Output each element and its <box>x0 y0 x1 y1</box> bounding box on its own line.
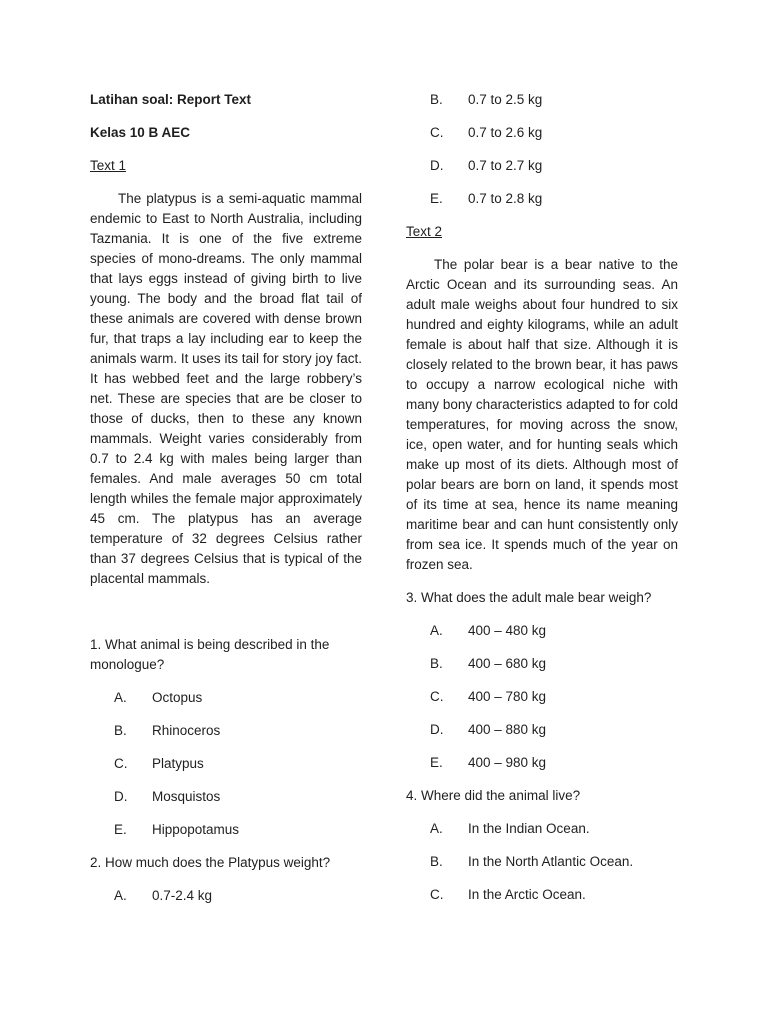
text1-paragraph: The platypus is a semi-aquatic mammal endemic to East to North Australia, including Tazmania. It is one of the five extreme species of mono-dreams. The only mammal that lays eggs instead of giving birth to live young. The body and the broad flat tail of these animals are covered with dense brown fur, that traps a lay including ear to keep the animals warm. It uses its tail for story joy fact. It has webbed feet and the large robbery’s net. These are species that are be closer to those of ducks, then to these any known mammals. Weight varies considerably from 0.7 to 2.4 kg with males being larger than females. And male averages 50 cm total length whiles the female major approximately 45 cm. The platypus has an average temperature of 32 degrees Celsius rather than 37 degrees Celsius that is typical of the placental mammals. <box>90 191 362 586</box>
option-letter: E. <box>430 755 443 770</box>
option-text: 0.7 to 2.7 kg <box>468 158 543 173</box>
option-text: Rhinoceros <box>152 723 221 738</box>
option-text: 400 – 480 kg <box>468 623 547 638</box>
option-text: Hippopotamus <box>152 822 240 837</box>
option-text: In the Arctic Ocean. <box>468 887 586 902</box>
q4-option-c[interactable] <box>406 885 678 905</box>
option-letter: B. <box>114 723 127 738</box>
option-letter: D. <box>430 158 444 173</box>
option-text: In the Indian Ocean. <box>468 821 590 836</box>
right-column <box>406 90 678 918</box>
option-letter: A. <box>430 623 443 638</box>
option-letter: C. <box>430 125 444 140</box>
question-1: 1. What animal is being described in the monologue? <box>90 637 330 672</box>
class-label: Kelas 10 B AEC <box>90 125 191 140</box>
q1-option-d[interactable] <box>90 787 362 807</box>
question-4: 4. Where did the animal live? <box>406 788 581 803</box>
option-letter: B. <box>430 854 443 869</box>
worksheet-title: Latihan soal: Report Text <box>90 92 252 107</box>
left-column <box>90 90 362 919</box>
q1-option-e[interactable] <box>90 820 362 840</box>
option-text: 400 – 980 kg <box>468 755 547 770</box>
option-letter: B. <box>430 656 443 671</box>
option-letter: B. <box>430 92 443 107</box>
q2-option-d[interactable] <box>406 156 678 176</box>
q1-option-c[interactable] <box>90 754 362 774</box>
q2-option-e[interactable] <box>406 189 678 209</box>
q2-option-b[interactable] <box>406 90 678 110</box>
q1-option-b[interactable] <box>90 721 362 741</box>
q3-option-c[interactable] <box>406 687 678 707</box>
q4-option-a[interactable] <box>406 819 678 839</box>
option-text: 400 – 680 kg <box>468 656 547 671</box>
q3-option-a[interactable] <box>406 621 678 641</box>
option-text: Octopus <box>152 690 203 705</box>
option-text: 0.7 to 2.6 kg <box>468 125 543 140</box>
option-text: 400 – 880 kg <box>468 722 547 737</box>
text1-heading: Text 1 <box>90 158 127 173</box>
q3-option-b[interactable] <box>406 654 678 674</box>
question-2: 2. How much does the Platypus weight? <box>90 855 331 870</box>
option-letter: C. <box>114 756 128 771</box>
option-text: 0.7 to 2.8 kg <box>468 191 543 206</box>
option-letter: D. <box>114 789 128 804</box>
q1-option-a[interactable] <box>90 688 362 708</box>
option-text: 400 – 780 kg <box>468 689 547 704</box>
option-letter: C. <box>430 689 444 704</box>
option-text: Mosquistos <box>152 789 221 804</box>
option-letter: A. <box>114 690 127 705</box>
q2-option-a[interactable] <box>90 886 362 906</box>
option-letter: A. <box>430 821 443 836</box>
option-text: Platypus <box>152 756 204 771</box>
option-letter: A. <box>114 888 127 903</box>
option-text: In the North Atlantic Ocean. <box>468 854 634 869</box>
option-text: 0.7-2.4 kg <box>152 888 213 903</box>
option-letter: C. <box>430 887 444 902</box>
q3-option-d[interactable] <box>406 720 678 740</box>
q2-option-c[interactable] <box>406 123 678 143</box>
question-3: 3. What does the adult male bear weigh? <box>406 590 652 605</box>
text2-heading: Text 2 <box>406 224 443 239</box>
option-letter: E. <box>430 191 443 206</box>
q3-option-e[interactable] <box>406 753 678 773</box>
option-letter: E. <box>114 822 127 837</box>
option-letter: D. <box>430 722 444 737</box>
q4-option-b[interactable] <box>406 852 678 872</box>
text2-paragraph: The polar bear is a bear native to the Arctic Ocean and its surrounding seas. An adult male weighs about four hundred to six hundred and eighty kilograms, while an adult female is about half that size. Although it is closely related to the brown bear, it has paws to occupy a narrow ecological niche with many bony characteristics adapted to for cold temperatures, for moving across the snow, ice, open water, and for hunting seals which make up most of its diets. Although most of polar bears are born on land, it spends most of its time at sea, hence its name meaning maritime bear and can hunt consistently only from sea ice. It spends much of the year on frozen sea. <box>406 257 678 572</box>
option-text: 0.7 to 2.5 kg <box>468 92 543 107</box>
